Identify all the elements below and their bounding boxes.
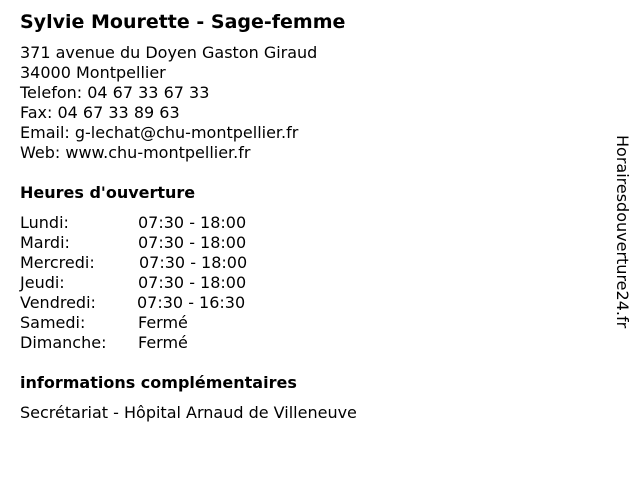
day-hours: 07:30 - 16:30 bbox=[137, 293, 246, 312]
day-label: Mercredi: bbox=[20, 253, 95, 272]
fax-number: Fax: 04 67 33 89 63 bbox=[20, 103, 180, 122]
day-label: Mardi: bbox=[20, 233, 70, 252]
day-label: Samedi: bbox=[20, 313, 86, 332]
additional-info-text: Secrétariat - Hôpital Arnaud de Villeneuve bbox=[20, 403, 357, 422]
address-city: 34000 Montpellier bbox=[20, 63, 166, 82]
website: Web: www.chu-montpellier.fr bbox=[20, 143, 251, 162]
email-address: Email: g-lechat@chu-montpellier.fr bbox=[20, 123, 299, 142]
day-label: Dimanche: bbox=[20, 333, 107, 352]
day-hours: 07:30 - 18:00 bbox=[138, 213, 247, 232]
address-street: 371 avenue du Doyen Gaston Giraud bbox=[20, 43, 318, 62]
day-hours: Fermé bbox=[138, 333, 188, 352]
day-label: Lundi: bbox=[20, 213, 69, 232]
day-hours: 07:30 - 18:00 bbox=[138, 233, 247, 252]
watermark-text: Horairesdouverture24.fr bbox=[613, 135, 632, 329]
day-hours: Fermé bbox=[138, 313, 188, 332]
additional-info-heading: informations complémentaires bbox=[20, 373, 297, 392]
day-label: Jeudi: bbox=[20, 273, 65, 292]
phone-number: Telefon: 04 67 33 67 33 bbox=[20, 83, 210, 102]
opening-hours-heading: Heures d'ouverture bbox=[20, 183, 196, 202]
day-label: Vendredi: bbox=[20, 293, 96, 312]
day-hours: 07:30 - 18:00 bbox=[139, 253, 248, 272]
day-hours: 07:30 - 18:00 bbox=[138, 273, 247, 292]
page-title: Sylvie Mourette - Sage-femme bbox=[20, 11, 346, 33]
